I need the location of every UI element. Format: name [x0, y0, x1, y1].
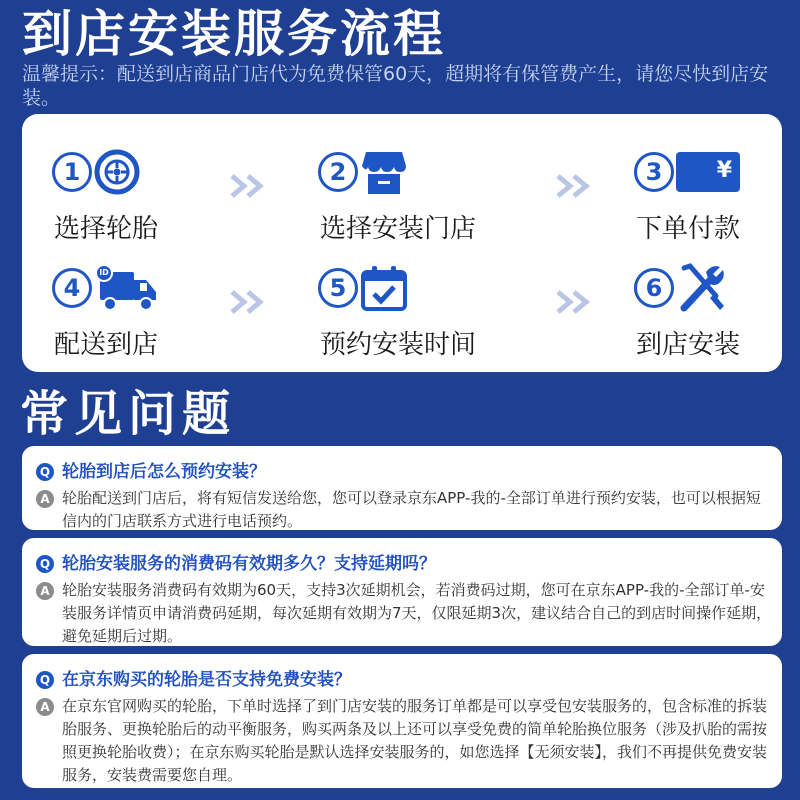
delivery-truck-icon — [94, 264, 160, 312]
step-number: 3 — [634, 152, 674, 192]
faq-section-title: 常见问题 — [20, 386, 237, 442]
step-label: 选择安装门店 — [320, 214, 477, 244]
double-chevron-right-icon — [230, 290, 266, 314]
faq-card — [22, 654, 782, 788]
answer-badge: A — [36, 582, 54, 600]
service-steps-card — [22, 114, 782, 372]
step-payment — [634, 144, 800, 254]
store-icon — [360, 148, 408, 196]
step-select-store — [318, 144, 548, 254]
answer-badge: A — [36, 490, 54, 508]
step-book-time — [318, 260, 548, 370]
yuan-symbol: ¥ — [716, 158, 732, 183]
faq-answer: 轮胎安装服务消费码有效期为60天，支持3次延期机会，若消费码过期，您可在京东APP-我的-全部订单-安装服务详情页申请消费码延期，每次延期有效期为7天，仅限延期3次，建议结合自己的到店时间操作延期，避免延期后过期。 — [62, 581, 772, 645]
step-number: 2 — [318, 152, 358, 192]
faq-answer: 轮胎配送到门店后，将有短信发送给您，您可以登录京东APP-我的-全部订单进行预约安装，也可以根据短信内的门店联系方式进行电话预约。 — [62, 489, 761, 530]
question-badge: Q — [36, 555, 54, 573]
question-badge: Q — [36, 671, 54, 689]
step-label: 选择轮胎 — [54, 214, 159, 244]
double-chevron-right-icon — [556, 290, 592, 314]
double-chevron-right-icon — [230, 174, 266, 198]
step-select-tire — [52, 144, 282, 254]
step-label: 配送到店 — [54, 330, 159, 360]
step-number: 5 — [318, 268, 358, 308]
calendar-check-icon — [360, 264, 408, 312]
step-label: 到店安装 — [636, 330, 741, 360]
answer-badge: A — [36, 698, 54, 716]
step-install — [634, 260, 800, 370]
id-tag: ID — [99, 268, 109, 277]
faq-card — [22, 446, 782, 530]
step-label: 下单付款 — [636, 214, 741, 244]
step-label: 预约安装时间 — [320, 330, 477, 360]
step-number: 6 — [634, 268, 674, 308]
wrench-screwdriver-icon — [676, 262, 728, 314]
double-chevron-right-icon — [556, 174, 592, 198]
faq-question: 轮胎安装服务的消费码有效期多久？支持延期吗？ — [62, 554, 436, 574]
step-delivery — [52, 260, 282, 370]
faq-question: 在京东购买的轮胎是否支持免费安装？ — [62, 670, 351, 690]
question-badge: Q — [36, 463, 54, 481]
faq-question: 轮胎到店后怎么预约安装？ — [62, 462, 266, 482]
step-number: 4 — [52, 268, 92, 308]
faq-card — [22, 538, 782, 646]
tire-icon — [94, 149, 140, 195]
page-title: 到店安装服务流程 — [22, 5, 446, 63]
step-number: 1 — [52, 152, 92, 192]
storage-notice: 温馨提示：配送到店商品门店代为免费保管60天，超期将有保管费产生，请您尽快到店安装。 — [22, 63, 769, 109]
yuan-card-icon — [676, 152, 740, 192]
faq-answer: 在京东官网购买的轮胎，下单时选择了到门店安装的服务订单都是可以享受包安装服务的，包含标准的拆装胎服务、更换轮胎后的动平衡服务，购买两条及以上还可以享受免费的简单轮胎换位服务（涉及扒胎的需按照更换轮胎收费）；在京东购买轮胎是默认选择安装服务的，如您选择【无须安装】，我们不再提供免费安装服务，安装费需要您自理。 — [62, 697, 768, 784]
